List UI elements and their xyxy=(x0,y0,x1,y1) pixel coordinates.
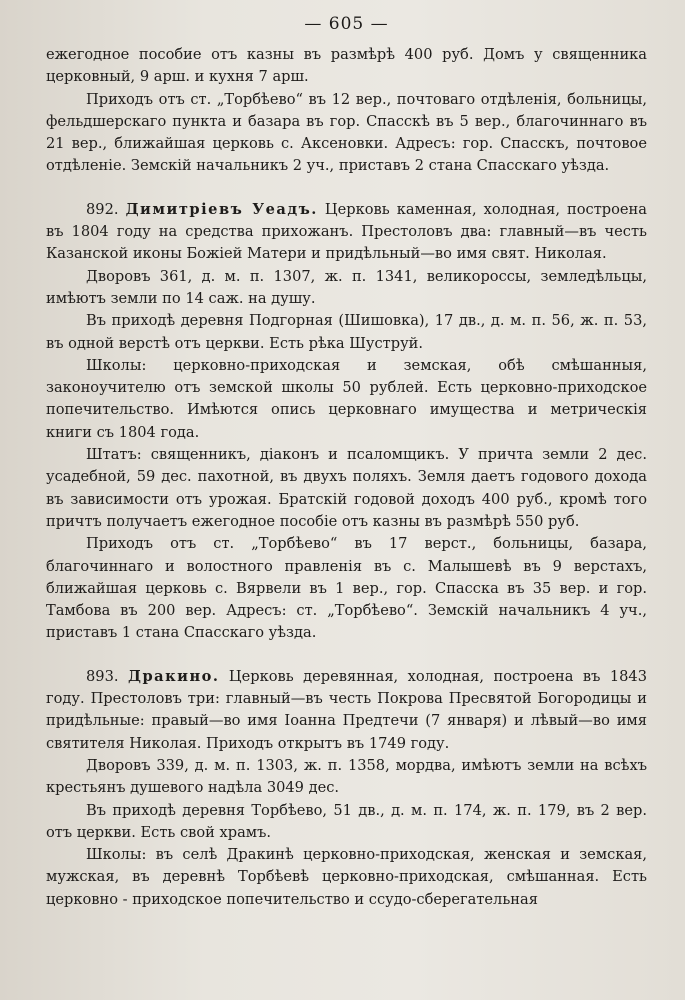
entry-number: 893. xyxy=(86,667,128,685)
entry-paragraph xyxy=(46,666,647,755)
document-body xyxy=(46,44,647,911)
text-paragraph: Дворовъ 361, д. м. п. 1307, ж. п. 1341, великороссы, земледѣльцы, имѣютъ земли по 14 саж. на душу. xyxy=(46,267,647,307)
text-paragraph: Школы: церковно-приходская и земская, обѣ смѣшанныя, законоучителю отъ земской школы 50 рублей. Есть церковно-приходское попечительство. Имѣются опись церковнаго имущества и метрическія книги съ 1804 года. xyxy=(46,356,647,441)
page-number: — 605 — xyxy=(304,14,389,34)
text-paragraph: Въ приходѣ деревня Подгорная (Шишовка), 17 дв., д. м. п. 56, ж. п. 53, въ одной верстѣ отъ церкви. Есть рѣка Шуструй. xyxy=(46,312,647,352)
text-paragraph: Штатъ: священникъ, діаконъ и псаломщикъ. У причта земли 2 дес. усадебной, 59 дес. пахотной, въ двухъ поляхъ. Земля даетъ годового дохода въ зависимости отъ урожая. Братскій годовой доходъ 400 руб., кромѣ того причтъ получаетъ ежегодное пособіе отъ казны въ размѣрѣ 550 руб. xyxy=(46,446,647,530)
section-gap xyxy=(46,178,647,199)
entry-paragraph xyxy=(46,199,647,266)
text-paragraph: Дворовъ 339, д. м. п. 1303, ж. п. 1358, мордва, имѣютъ земли на всѣхъ крестьянъ душевого надѣла 3049 дес. xyxy=(46,756,647,797)
entry-title: Дракино. xyxy=(127,667,220,685)
section-gap xyxy=(46,645,647,666)
text-paragraph: Школы: въ селѣ Дракинѣ церковно-приходская, женская и земская, мужская, въ деревнѣ Торбѣевѣ церковно-приходская, смѣшанная. Есть церковно - приходское попечительство и ссудо-сберегательная xyxy=(46,846,647,908)
text-paragraph: Въ приходѣ деревня Торбѣево, 51 дв., д. м. п. 174, ж. п. 179, въ 2 вер. отъ церкви. Есть свой храмъ. xyxy=(46,801,647,841)
text-paragraph: ежегодное пособие отъ казны въ размѣрѣ 400 руб. Домъ у священника церковный, 9 арш. и кухня 7 арш. xyxy=(46,46,647,86)
text-paragraph: Приходъ отъ ст. „Торбѣево“ въ 12 вер., почтоваго отдѣленія, больницы, фельдшерскаго пункта и базара въ гор. Спасскѣ въ 5 вер., благочиннаго въ 21 вер., ближайшая церковь с. Аксеновки. Адресъ: гор. Спасскъ, почтовое отдѣленіе. Земскій начальникъ 2 уч., приставъ 2 стана Спасскаго уѣзда. xyxy=(46,90,647,175)
entry-title: Димитріевъ Уеадъ. xyxy=(125,200,318,218)
entry-number: 892. xyxy=(86,200,126,218)
entry-text: Церковь деревянная, холодная, построена въ 1843 году. Престоловъ три: главный—въ честь Покрова Пресвятой Богородицы и придѣльные: правый—во имя Іоанна Предтечи (7 января) и лѣвый—во имя святителя Николая. Приходъ открытъ въ 1749 году. xyxy=(46,667,647,752)
text-paragraph: Приходъ отъ ст. „Торбѣево“ въ 17 верст., больницы, базара, благочиннаго и волостного правленія въ с. Малышевѣ въ 9 верстахъ, ближайшая церковь с. Вярвели въ 1 вер., гор. Спасска въ 35 вер. и гор. Тамбова въ 200 вер. Адресъ: ст. „Торбѣево“. Земскій начальникъ 4 уч., приставъ 1 стана Спасскаго уѣзда. xyxy=(46,535,647,642)
entry-text: Церковь каменная, холодная, построена въ 1804 году на средства прихожанъ. Престоловъ два: главный—въ честь Казанской иконы Божіей Матери и придѣльный—во имя свят. Николая. xyxy=(46,200,647,263)
